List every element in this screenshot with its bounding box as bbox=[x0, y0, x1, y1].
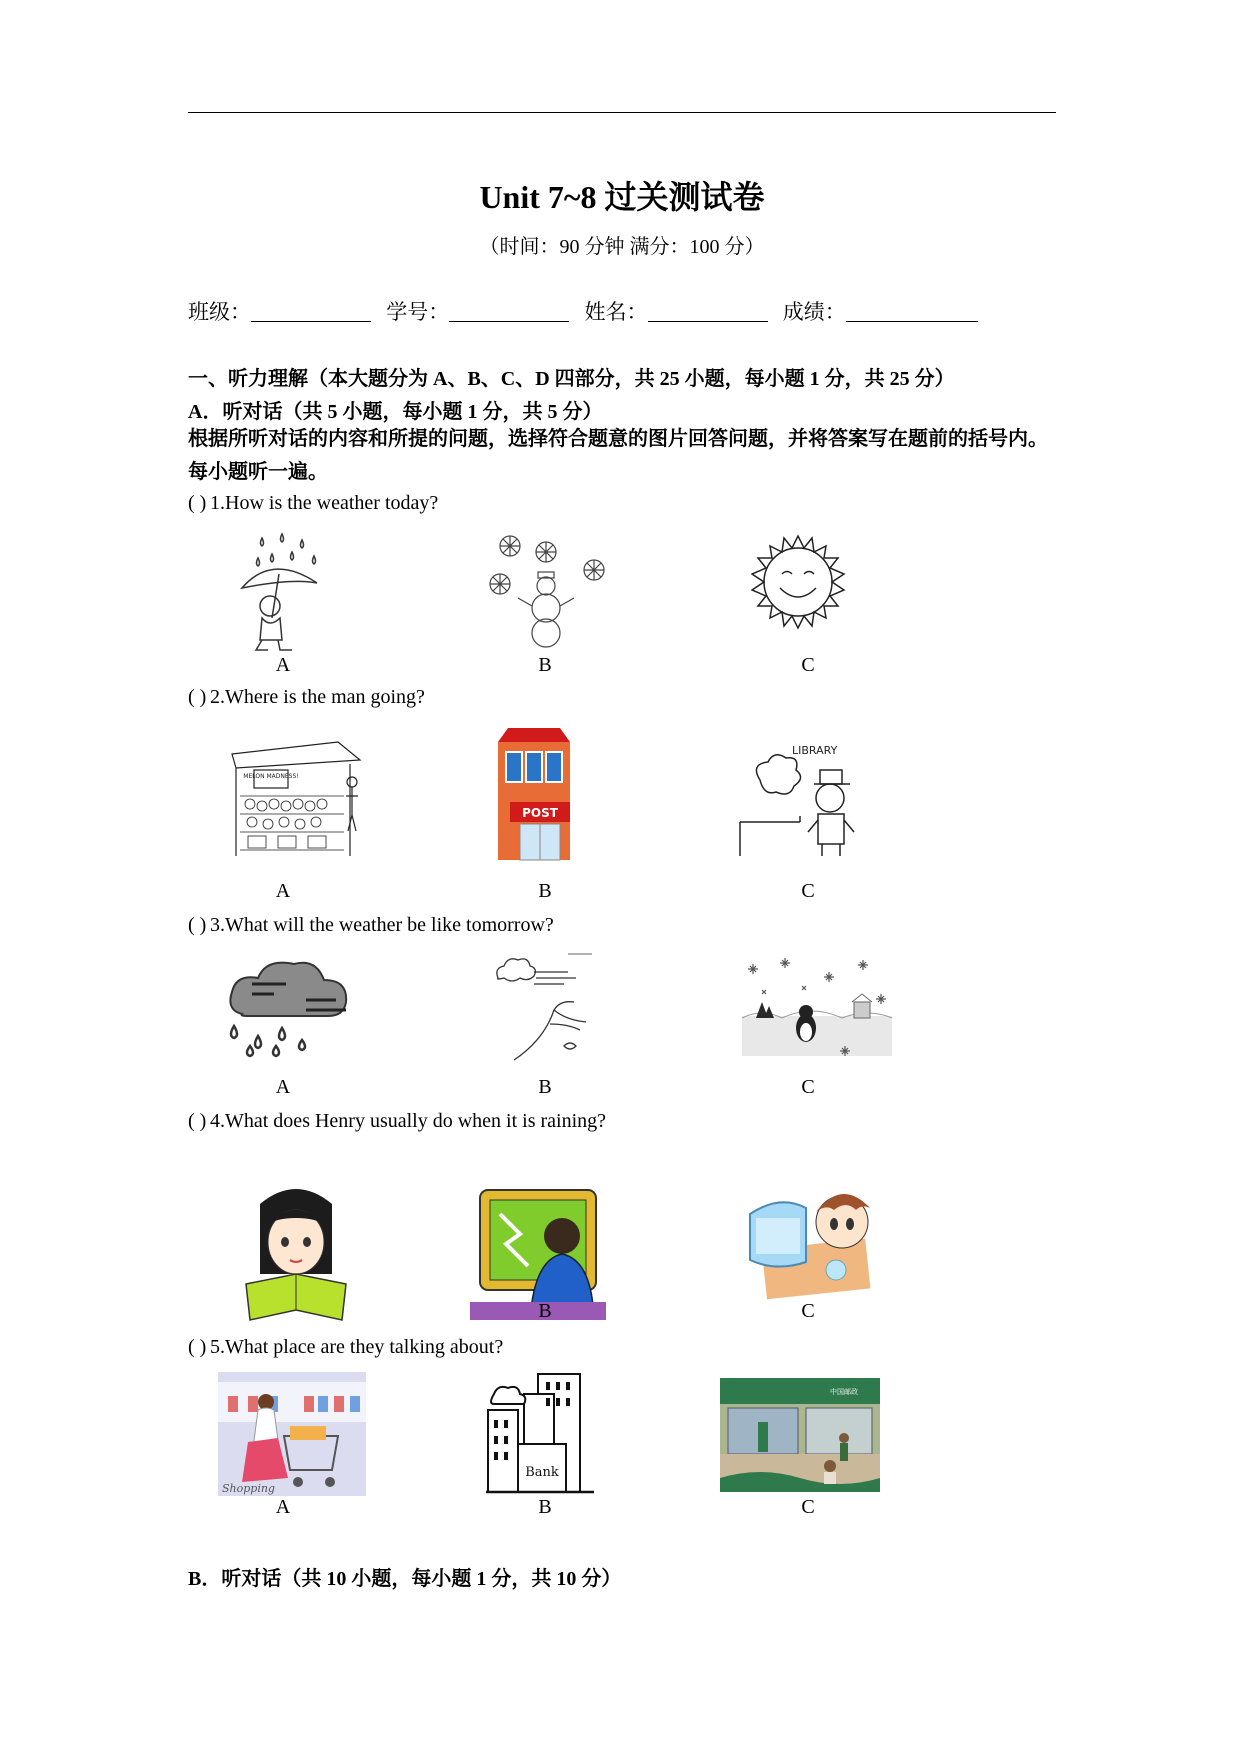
wind-icon bbox=[494, 950, 594, 1066]
boy-screen-icon bbox=[744, 1178, 874, 1314]
question-1 bbox=[188, 492, 438, 515]
shopping-sign: Shopping bbox=[222, 1482, 275, 1495]
answer-paren: ( ) bbox=[188, 1110, 207, 1132]
library-sign: LIBRARY bbox=[792, 744, 838, 757]
student-info-line bbox=[188, 296, 1056, 326]
option-letter: C bbox=[801, 1496, 815, 1518]
supermarket-icon bbox=[218, 1372, 366, 1496]
exam-subtitle: （时间：90 分钟 满分：100 分） bbox=[479, 236, 765, 258]
question-text: 2.Where is the man going? bbox=[210, 686, 425, 708]
score-blank bbox=[846, 301, 978, 322]
option-letter: A bbox=[275, 1496, 291, 1518]
bank-icon bbox=[484, 1370, 596, 1496]
question-5 bbox=[188, 1336, 503, 1359]
question-text: 5.What place are they talking about? bbox=[210, 1336, 504, 1358]
rain-cloud-icon bbox=[222, 954, 362, 1058]
page-title: Unit 7~8 过关测试卷 bbox=[479, 179, 765, 215]
name-blank bbox=[648, 301, 768, 322]
part-a-instruction: 根据所听对话的内容和所提的问题，选择符合题意的图片回答问题，并将答案写在题前的括号内。每小题听一遍。 bbox=[188, 428, 1048, 483]
part-a-heading: A．听对话（共 5 小题，每小题 1 分，共 5 分） bbox=[188, 401, 603, 423]
score-label: 成绩： bbox=[782, 300, 846, 324]
option-letter: C bbox=[801, 1300, 815, 1322]
question-text: 3.What will the weather be like tomorrow? bbox=[210, 914, 554, 936]
class-blank bbox=[251, 301, 371, 322]
market-stall-icon bbox=[228, 724, 364, 862]
sun-icon bbox=[746, 528, 856, 646]
answer-paren: ( ) bbox=[188, 686, 207, 708]
header-rule bbox=[188, 112, 1056, 113]
option-letter: C bbox=[801, 880, 815, 902]
section-heading: 一、听力理解（本大题分为 A、B、C、D 四部分，共 25 小题，每小题 1 分，共 25 分） bbox=[188, 368, 955, 390]
post-sign: POST bbox=[522, 806, 558, 820]
question-2 bbox=[188, 686, 425, 709]
option-letter: B bbox=[538, 654, 552, 676]
question-3 bbox=[188, 914, 554, 937]
option-letter: C bbox=[801, 1076, 815, 1098]
answer-paren: ( ) bbox=[188, 1336, 207, 1358]
bank-sign: Bank bbox=[525, 1465, 559, 1480]
answer-paren: ( ) bbox=[188, 914, 207, 936]
id-blank bbox=[449, 301, 569, 322]
snow-scene-icon bbox=[742, 956, 892, 1064]
post-office-street-icon bbox=[720, 1378, 880, 1492]
part-b-heading: B．听对话（共 10 小题，每小题 1 分，共 10 分） bbox=[188, 1568, 622, 1590]
id-label: 学号： bbox=[386, 300, 450, 324]
name-label: 姓名： bbox=[584, 300, 648, 324]
melon-sign: MELON MADNESS! bbox=[243, 773, 299, 780]
option-letter: B bbox=[538, 1300, 552, 1322]
option-letter: B bbox=[538, 1076, 552, 1098]
option-letter: B bbox=[538, 880, 552, 902]
library-icon bbox=[728, 740, 868, 860]
question-4 bbox=[188, 1110, 606, 1133]
answer-paren: ( ) bbox=[188, 492, 207, 514]
class-label: 班级： bbox=[188, 300, 251, 324]
exam-page bbox=[188, 0, 1056, 1754]
option-letter: C bbox=[801, 654, 815, 676]
question-text: 1.How is the weather today? bbox=[210, 492, 439, 514]
option-letter: A bbox=[275, 1076, 291, 1098]
rain-umbrella-icon bbox=[232, 528, 332, 656]
post-office-sign: 中国邮政 bbox=[830, 1388, 858, 1396]
option-letter: A bbox=[275, 654, 291, 676]
question-text: 4.What does Henry usually do when it is raining? bbox=[210, 1110, 607, 1132]
option-letter: A bbox=[275, 880, 291, 902]
snowman-icon bbox=[488, 528, 606, 648]
post-office-icon bbox=[488, 726, 580, 862]
option-letter: B bbox=[538, 1496, 552, 1518]
girl-reading-icon bbox=[238, 1184, 354, 1324]
